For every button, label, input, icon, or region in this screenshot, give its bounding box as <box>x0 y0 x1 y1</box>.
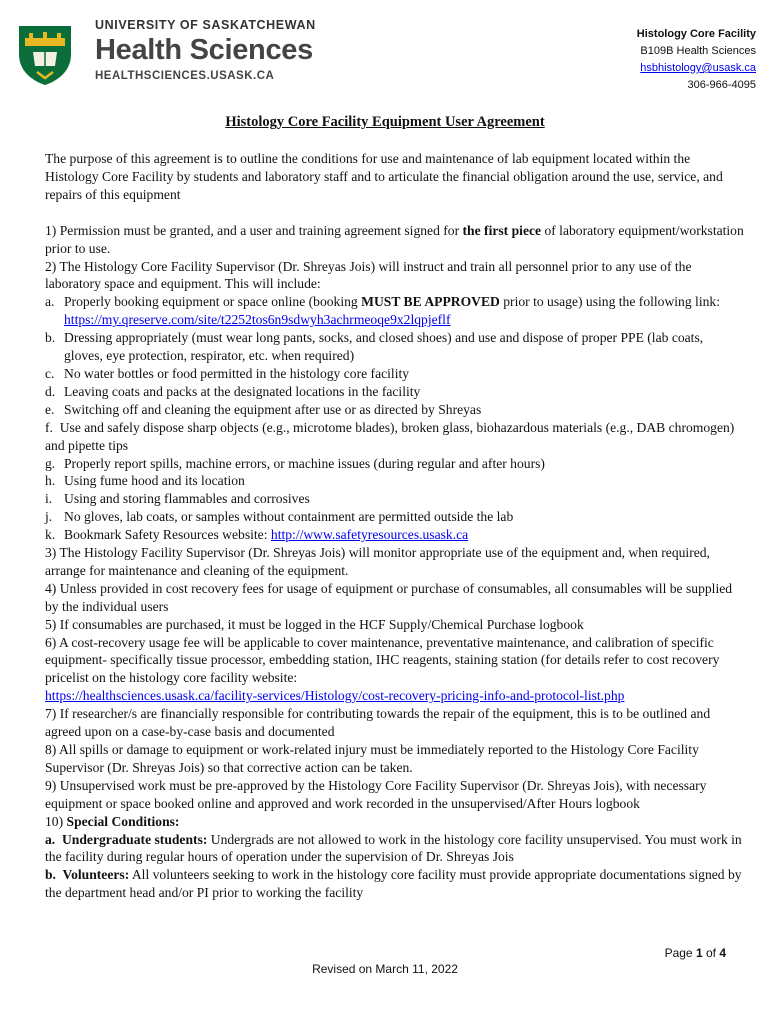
agreement-body <box>45 150 745 902</box>
document-title: Histology Core Facility Equipment User Agreement <box>225 114 545 130</box>
item-6: 6) A cost-recovery usage fee will be applicable to cover maintenance, preventative maintenance, and calibration of specific equipment- specifically tissue processor, embedding station, IHC reagents, staining station (for details refer to cost recovery pricelist on the histology core facility website: https://healthsciences.usask.ca/facility-services/Histology/cost-recovery-pricing-info-and-protocol-list.php <box>45 634 720 704</box>
university-shield-logo <box>17 24 73 86</box>
contact-phone: 306-966-4095 <box>687 79 756 91</box>
contact-room: B109B Health Sciences <box>640 45 756 57</box>
sub-item-k: k. Bookmark Safety Resources website: http://www.safetyresources.usask.ca <box>45 527 469 543</box>
item-7: 7) If researcher/s are financially responsible for contributing towards the repair of the equipment, this is to be outlined and agreed upon on a case-by-case basis and documented <box>45 706 711 740</box>
logo-wordmark <box>95 18 316 82</box>
sub-item-b: b. Dressing appropriately (must wear long pants, socks, and closed shoes) and use and dispose of proper PPE (lab coats, gloves, eye protection, respirator, etc. when required) <box>45 330 704 364</box>
item-3: 3) The Histology Facility Supervisor (Dr. Shreyas Jois) will monitor appropriate use of the equipment and, when required, arrange for maintenance and cleaning of the equipment. <box>45 545 710 578</box>
contact-name: Histology Core Facility <box>636 28 756 40</box>
contact-block <box>637 26 756 94</box>
contact-email-link[interactable]: hsbhistology@usask.ca <box>640 62 756 74</box>
cost-recovery-link[interactable]: https://healthsciences.usask.ca/facility-services/Histology/cost-recovery-pricing-info-and-protocol-list.php <box>45 688 625 704</box>
item-10: 10) Special Conditions: <box>45 813 180 829</box>
safety-resources-link[interactable]: http://www.safetyresources.usask.ca <box>270 527 469 543</box>
sub-item-g: g. Properly report spills, machine errors, or machine issues (during regular and after hours) <box>45 455 545 471</box>
item-5: 5) If consumables are purchased, it must be logged in the HCF Supply/Chemical Purchase logbook <box>45 616 584 632</box>
item-1: 1) Permission must be granted, and a user and training agreement signed for the first piece of laboratory equipment/workstation prior to use. <box>45 222 744 256</box>
logo-unit-name: Health Sciences <box>95 34 313 66</box>
revision-date: Revised on March 11, 2022 <box>312 962 458 976</box>
item-8: 8) All spills or damage to equipment or work-related injury must be immediately reported to the Histology Core Facility Supervisor (Dr. Shreyas Jois) so that corrective action can be taken. <box>45 742 699 775</box>
sub-item-f: f. Use and safely dispose sharp objects (e.g., microtome blades), broken glass, biohazardous materials (e.g., DAB chromogen) and pipette tips <box>45 419 738 453</box>
letterhead <box>0 0 770 100</box>
sub-item-e: e. Switching off and cleaning the equipment after use or as directed by Shreyas <box>45 401 482 417</box>
item-10-b: b. Volunteers: All volunteers seeking to work in the histology core facility must provide appropriate documentations signed by the department head and/or PI prior to working the facility <box>45 867 745 901</box>
sub-item-h: h. Using fume hood and its location <box>45 473 245 489</box>
qreserve-link[interactable]: https://my.qreserve.com/site/t2252tos6n9sdwyh3achrmeoqe9x2lqpjeflf <box>64 312 451 328</box>
item-4: 4) Unless provided in cost recovery fees for usage of equipment or purchase of consumables, all consumables will be supplied by the individual users <box>45 580 733 614</box>
page-number: Page 1 of 4 <box>664 946 726 960</box>
sub-item-a: a. Properly booking equipment or space online (booking MUST BE APPROVED prior to usage) using the following link: https://my.qreserve.com/site/t2252tos6n9sdwyh3achrmeoqe9x2lqpjeflf <box>45 294 720 328</box>
sub-item-d: d. Leaving coats and packs at the designated locations in the facility <box>45 383 421 399</box>
sub-item-c: c. No water bottles or food permitted in the histology core facility <box>45 365 410 381</box>
logo-url: HEALTHSCIENCES.USASK.CA <box>95 70 275 82</box>
item-9: 9) Unsupervised work must be pre-approved by the Histology Core Facility Supervisor (Dr. Shreyas Jois), with necessary equipment or space booked online and approved and work recorded in the unsupervised/After Hours logbook <box>45 777 707 811</box>
item-10-a: a. Undergraduate students: Undergrads are not allowed to work in the histology core facility unsupervised. You must work in the facility during regular hours of operation under the supervision of Dr. Shreyas Jois <box>45 831 746 865</box>
item-2: 2) The Histology Core Facility Supervisor (Dr. Shreyas Jois) will instruct and train all personnel prior to any use of the laboratory space and equipment. This will include: <box>45 258 692 292</box>
sub-item-i: i. Using and storing flammables and corrosives <box>45 491 310 507</box>
intro-paragraph: The purpose of this agreement is to outline the conditions for use and maintenance of lab equipment located within the Histology Core Facility by students and laboratory staff and to articulate the financial obligation around the use, service, and repairs of this equipment <box>45 151 723 202</box>
logo-university-name: UNIVERSITY OF SASKATCHEWAN <box>95 18 316 32</box>
sub-item-j: j. No gloves, lab coats, or samples without containment are permitted outside the lab <box>45 509 514 525</box>
